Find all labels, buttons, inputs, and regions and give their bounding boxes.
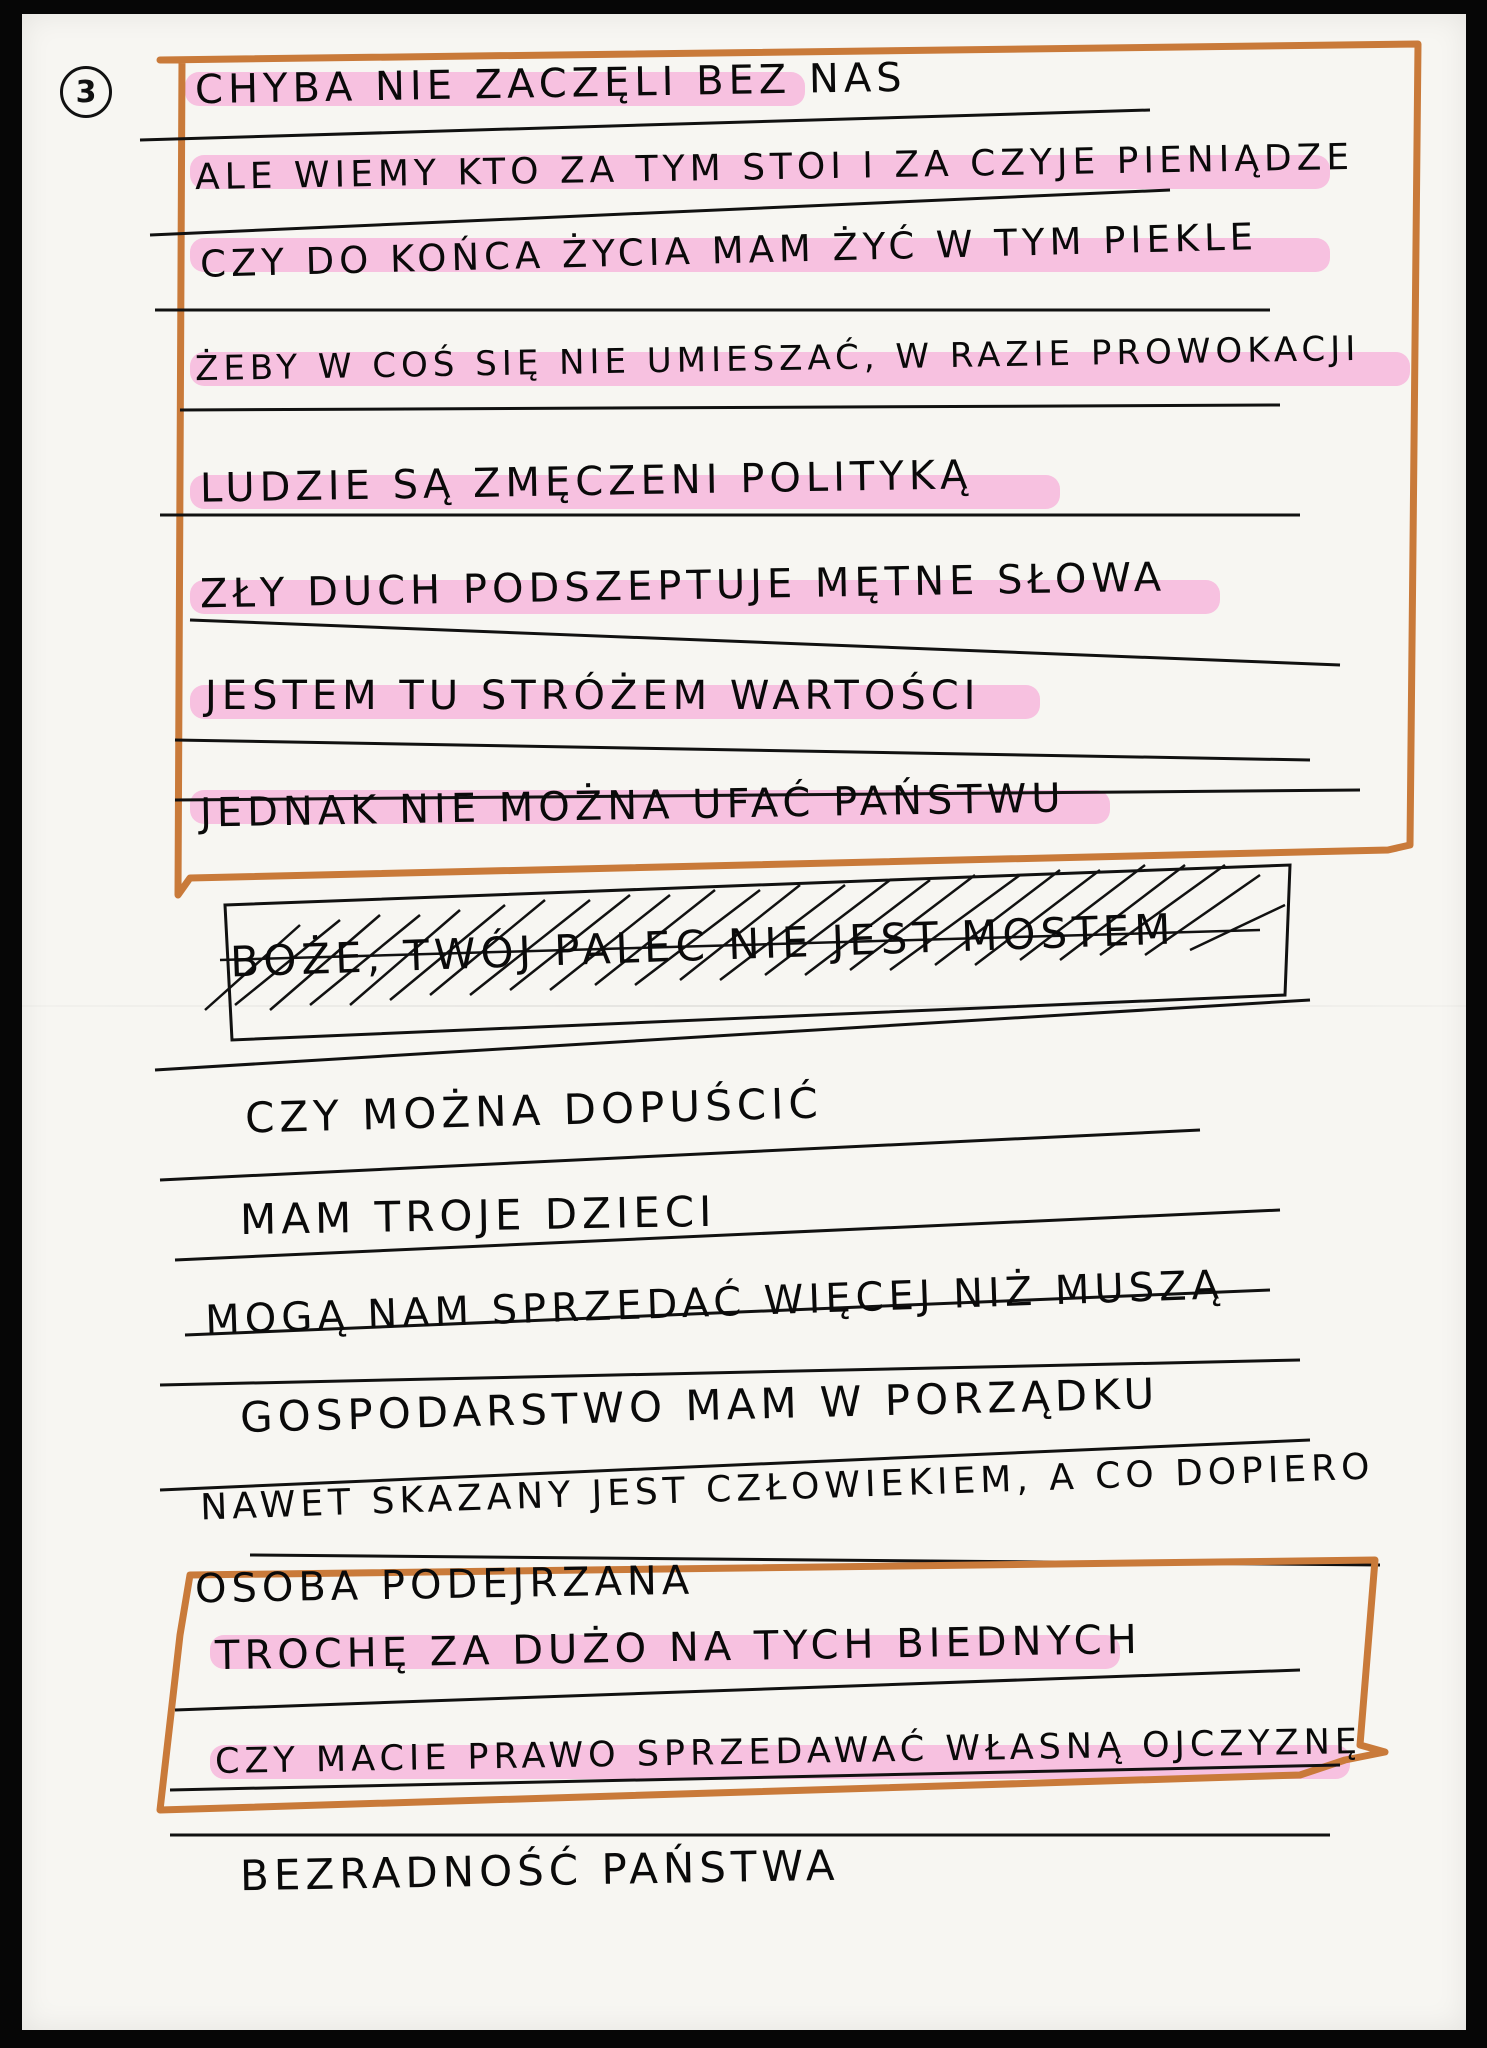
page-number: 3 xyxy=(60,66,112,118)
text-line: ALE WIEMY KTO ZA TYM STOI I ZA CZYJE PIENIĄDZE xyxy=(194,136,1355,199)
text-line: JESTEM TU STRÓŻEM WARTOŚCI xyxy=(205,673,981,719)
text-line: CZY DO KOŃCA ŻYCIA MAM ŻYĆ W TYM PIEKLE xyxy=(199,215,1259,286)
text-line: CZY MOŻNA DOPUŚCIĆ xyxy=(244,1078,824,1143)
text-line: LUDZIE SĄ ZMĘCZENI POLITYKĄ xyxy=(199,452,973,512)
text-line: ŻEBY W COŚ SIĘ NIE UMIESZAĆ, W RAZIE PROWOKACJI xyxy=(194,328,1361,390)
text-line: CZY MACIE PRAWO SPRZEDAWAĆ WŁASNĄ OJCZYZNĘ xyxy=(214,1721,1363,1783)
text-line: OSOBA PODEJRZANA xyxy=(194,1557,695,1613)
text-line: NAWET SKAZANY JEST CZŁOWIEKIEM, A CO DOPIERO xyxy=(199,1446,1376,1529)
text-line: ZŁY DUCH PODSZEPTUJE MĘTNE SŁOWA xyxy=(199,554,1167,618)
text-line: MAM TROJE DZIECI xyxy=(239,1186,717,1245)
text-line: TROCHĘ ZA DUŻO NA TYCH BIEDNYCH xyxy=(214,1616,1143,1680)
text-line: BEZRADNOŚĆ PAŃSTWA xyxy=(239,1840,840,1901)
text-line: GOSPODARSTWO MAM W PORZĄDKU xyxy=(239,1368,1160,1443)
text-line: JEDNAK NIE MOŻNA UFAĆ PAŃSTWU xyxy=(199,775,1066,837)
crossed-out-text: BOŻE, TWÓJ PALEC NIE JEST MOSTEM xyxy=(229,904,1177,987)
text-line: MOGĄ NAM SPRZEDAĆ WIĘCEJ NIŻ MUSZĄ xyxy=(204,1262,1225,1344)
text-line: CHYBA NIE ZACZĘLI BEZ NAS xyxy=(194,54,907,114)
